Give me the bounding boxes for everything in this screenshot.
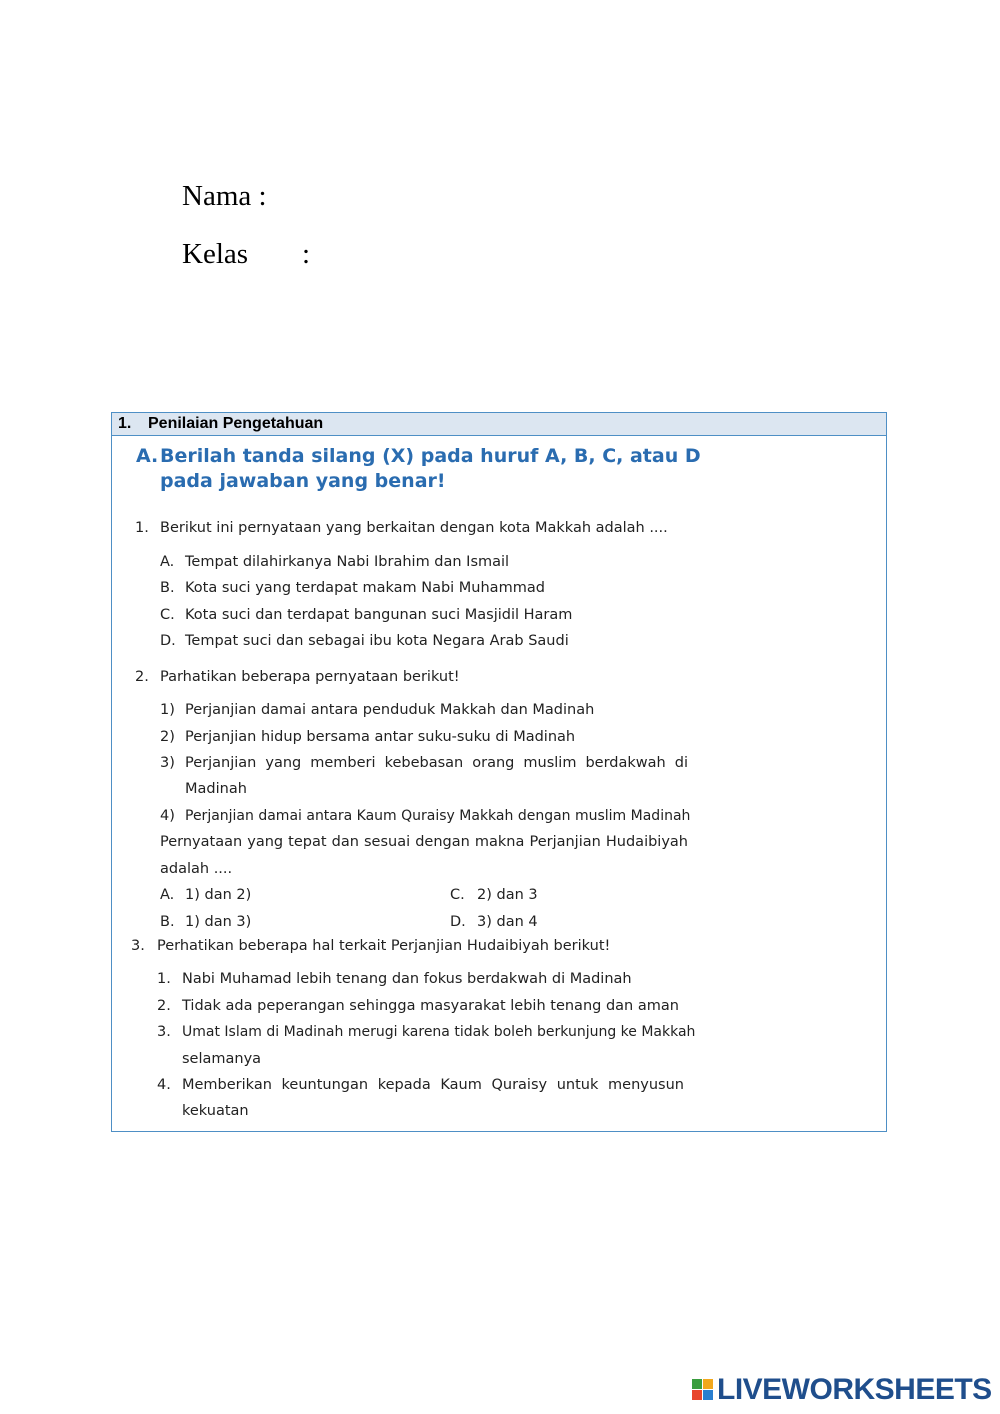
q3-item: Nabi Muhamad lebih tenang dan fokus berdakwah di Madinah (182, 971, 632, 987)
q3-item: Umat Islam di Madinah merugi karena tidak boleh berkunjung ke Makkah (182, 1024, 696, 1040)
q2-option-b[interactable]: 1) dan 3) (185, 914, 252, 930)
logo-square-green (692, 1379, 702, 1389)
q2-option-letter: D. (450, 914, 466, 930)
q1-option-c[interactable]: Kota suci dan terdapat bangunan suci Masjidil Haram (185, 607, 573, 623)
q3-item-number: 2. (157, 998, 171, 1014)
q2-option-a[interactable]: 1) dan 2) (185, 887, 252, 903)
q1-option-letter: D. (160, 633, 176, 649)
kelas-field-label: Kelas (182, 238, 249, 270)
q2-statement-number: 3) (160, 755, 175, 771)
q1-option-d[interactable]: Tempat suci dan sebagai ibu kota Negara Arab Saudi (185, 633, 569, 649)
box-header-title: Penilaian Pengetahuan (148, 415, 324, 432)
liveworksheets-logo-icon (692, 1379, 714, 1401)
logo-square-blue (703, 1390, 713, 1400)
liveworksheets-brand[interactable] (692, 1374, 992, 1406)
section-instruction (136, 444, 706, 494)
brand-name: LIVEWORKSHEETS (717, 1373, 992, 1406)
q2-statement-number: 1) (160, 702, 175, 718)
q2-option-d[interactable]: 3) dan 4 (477, 914, 538, 930)
question-2-text: Parhatikan beberapa pernyataan berikut! (160, 669, 460, 685)
q1-option-a[interactable]: Tempat dilahirkanya Nabi Ibrahim dan Ismail (185, 554, 510, 570)
q1-option-letter: B. (160, 580, 175, 596)
q2-prompt-line: Pernyataan yang tepat dan sesuai dengan makna Perjanjian Hudaibiyah (160, 834, 688, 850)
q2-statement: Perjanjian hidup bersama antar suku-suku di Madinah (185, 729, 576, 745)
q2-statement-continuation: Madinah (185, 781, 247, 797)
q3-item: Tidak ada peperangan sehingga masyarakat lebih tenang dan aman (182, 998, 679, 1014)
q2-statement: Perjanjian damai antara penduduk Makkah dan Madinah (185, 702, 595, 718)
box-header-number: 1. (118, 415, 132, 432)
q1-option-letter: C. (160, 607, 175, 623)
q2-option-letter: B. (160, 914, 175, 930)
q1-option-letter: A. (160, 554, 175, 570)
q2-statement: Perjanjian damai antara Kaum Quraisy Makkah dengan muslim Madinah (185, 808, 691, 824)
q2-option-c[interactable]: 2) dan 3 (477, 887, 538, 903)
nama-field-label: Nama : (182, 180, 267, 212)
q2-option-letter: A. (160, 887, 175, 903)
q2-statement-number: 2) (160, 729, 175, 745)
q2-statement: Perjanjian yang memberi kebebasan orang muslim berdakwah di (185, 755, 688, 771)
logo-square-red (692, 1390, 702, 1400)
q3-item-number: 1. (157, 971, 171, 987)
q2-statement-number: 4) (160, 808, 175, 824)
q2-option-letter: C. (450, 887, 465, 903)
section-instruction-text: Berilah tanda silang (X) pada huruf A, B, C, atau D pada jawaban yang benar! (160, 445, 701, 492)
q3-item-number: 3. (157, 1024, 171, 1040)
q2-prompt-line: adalah .... (160, 861, 233, 877)
q3-item-number: 4. (157, 1077, 171, 1093)
q3-item-continuation: selamanya (182, 1051, 262, 1067)
q3-item: Memberikan keuntungan kepada Kaum Quraisy untuk menyusun (182, 1077, 684, 1093)
q1-option-b[interactable]: Kota suci yang terdapat makam Nabi Muhammad (185, 580, 545, 596)
q3-item-continuation: kekuatan (182, 1103, 249, 1119)
box-header (112, 413, 886, 436)
kelas-field (182, 238, 311, 271)
question-1-text: Berikut ini pernyataan yang berkaitan dengan kota Makkah adalah .... (160, 520, 668, 536)
section-letter: A. (136, 445, 159, 467)
question-3-number: 3. (131, 938, 145, 954)
question-1-number: 1. (135, 520, 149, 536)
question-2-number: 2. (135, 669, 149, 685)
kelas-field-colon: : (302, 238, 311, 270)
logo-square-yellow (703, 1379, 713, 1389)
question-3-text: Perhatikan beberapa hal terkait Perjanjian Hudaibiyah berikut! (157, 938, 611, 954)
